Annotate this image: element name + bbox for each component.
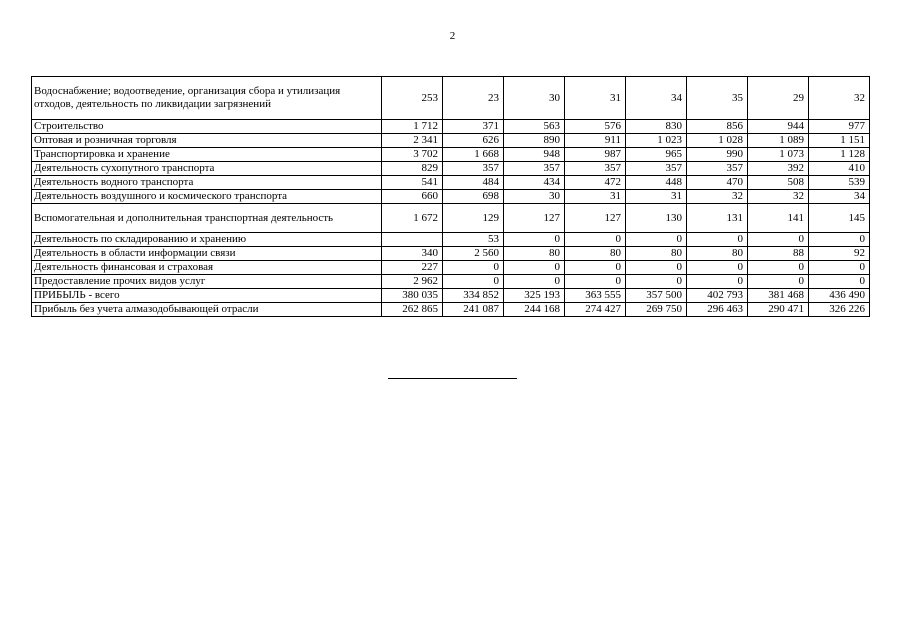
value-cell: 948 <box>504 148 565 162</box>
value-cell: 80 <box>504 247 565 261</box>
table-row <box>32 204 870 233</box>
value-cell: 274 427 <box>565 303 626 317</box>
value-cell: 241 087 <box>443 303 504 317</box>
table-row <box>32 261 870 275</box>
value-cell: 508 <box>748 176 809 190</box>
value-cell: 0 <box>565 261 626 275</box>
value-cell: 965 <box>626 148 687 162</box>
value-cell: 34 <box>809 190 870 204</box>
table-row <box>32 303 870 317</box>
row-label: Прибыль без учета алмазодобывающей отрасли <box>32 303 382 317</box>
value-cell: 0 <box>748 275 809 289</box>
value-cell: 326 226 <box>809 303 870 317</box>
value-cell: 53 <box>443 233 504 247</box>
value-cell: 0 <box>626 261 687 275</box>
value-cell: 1 028 <box>687 134 748 148</box>
value-cell: 131 <box>687 204 748 233</box>
value-cell: 0 <box>687 261 748 275</box>
value-cell: 253 <box>382 77 443 120</box>
value-cell: 0 <box>809 275 870 289</box>
row-label: Деятельность сухопутного транспорта <box>32 162 382 176</box>
value-cell: 31 <box>565 190 626 204</box>
table-row <box>32 148 870 162</box>
value-cell: 541 <box>382 176 443 190</box>
value-cell: 357 <box>565 162 626 176</box>
value-cell: 0 <box>687 233 748 247</box>
value-cell: 830 <box>626 120 687 134</box>
value-cell: 357 <box>504 162 565 176</box>
footnote-separator-line <box>388 378 517 379</box>
value-cell: 262 865 <box>382 303 443 317</box>
value-cell: 1 089 <box>748 134 809 148</box>
value-cell: 0 <box>443 275 504 289</box>
value-cell: 145 <box>809 204 870 233</box>
value-cell: 1 151 <box>809 134 870 148</box>
value-cell: 3 702 <box>382 148 443 162</box>
value-cell: 563 <box>504 120 565 134</box>
value-cell: 1 023 <box>626 134 687 148</box>
value-cell: 325 193 <box>504 289 565 303</box>
value-cell: 34 <box>626 77 687 120</box>
value-cell: 1 668 <box>443 148 504 162</box>
table-row <box>32 77 870 120</box>
row-label: Деятельность воздушного и космического транспорта <box>32 190 382 204</box>
value-cell: 30 <box>504 190 565 204</box>
value-cell: 0 <box>443 261 504 275</box>
value-cell: 434 <box>504 176 565 190</box>
value-cell: 371 <box>443 120 504 134</box>
table-body <box>32 77 870 317</box>
value-cell: 141 <box>748 204 809 233</box>
value-cell: 392 <box>748 162 809 176</box>
value-cell: 334 852 <box>443 289 504 303</box>
value-cell: 244 168 <box>504 303 565 317</box>
value-cell: 890 <box>504 134 565 148</box>
table-row <box>32 233 870 247</box>
row-label: Предоставление прочих видов услуг <box>32 275 382 289</box>
value-cell: 448 <box>626 176 687 190</box>
value-cell: 227 <box>382 261 443 275</box>
value-cell: 829 <box>382 162 443 176</box>
value-cell: 698 <box>443 190 504 204</box>
row-label: Оптовая и розничная торговля <box>32 134 382 148</box>
value-cell: 484 <box>443 176 504 190</box>
value-cell: 80 <box>626 247 687 261</box>
value-cell: 32 <box>687 190 748 204</box>
row-label: Деятельность в области информации связи <box>32 247 382 261</box>
value-cell: 856 <box>687 120 748 134</box>
value-cell: 0 <box>809 233 870 247</box>
row-label: Вспомогательная и дополнительная транспортная деятельность <box>32 204 382 233</box>
value-cell: 2 341 <box>382 134 443 148</box>
value-cell: 357 <box>443 162 504 176</box>
row-label: Деятельность по складированию и хранению <box>32 233 382 247</box>
value-cell: 0 <box>504 233 565 247</box>
value-cell: 1 073 <box>748 148 809 162</box>
value-cell: 80 <box>687 247 748 261</box>
row-label: ПРИБЫЛЬ - всего <box>32 289 382 303</box>
value-cell: 660 <box>382 190 443 204</box>
value-cell: 1 128 <box>809 148 870 162</box>
value-cell: 0 <box>809 261 870 275</box>
value-cell: 357 <box>626 162 687 176</box>
value-cell: 363 555 <box>565 289 626 303</box>
table-row <box>32 190 870 204</box>
row-label: Деятельность финансовая и страховая <box>32 261 382 275</box>
value-cell: 2 962 <box>382 275 443 289</box>
value-cell: 32 <box>809 77 870 120</box>
value-cell: 92 <box>809 247 870 261</box>
value-cell: 470 <box>687 176 748 190</box>
value-cell: 2 560 <box>443 247 504 261</box>
value-cell: 290 471 <box>748 303 809 317</box>
value-cell: 0 <box>687 275 748 289</box>
table-row <box>32 289 870 303</box>
value-cell: 0 <box>504 275 565 289</box>
value-cell: 0 <box>504 261 565 275</box>
value-cell: 911 <box>565 134 626 148</box>
table-row <box>32 247 870 261</box>
value-cell: 977 <box>809 120 870 134</box>
value-cell: 29 <box>748 77 809 120</box>
value-cell: 987 <box>565 148 626 162</box>
value-cell: 31 <box>565 77 626 120</box>
page-number: 2 <box>449 30 456 42</box>
value-cell: 436 490 <box>809 289 870 303</box>
value-cell: 539 <box>809 176 870 190</box>
value-cell: 357 500 <box>626 289 687 303</box>
value-cell: 990 <box>687 148 748 162</box>
row-label: Деятельность водного транспорта <box>32 176 382 190</box>
value-cell <box>382 233 443 247</box>
profit-table <box>31 76 870 317</box>
row-label: Транспортировка и хранение <box>32 148 382 162</box>
value-cell: 0 <box>626 233 687 247</box>
value-cell: 944 <box>748 120 809 134</box>
value-cell: 410 <box>809 162 870 176</box>
value-cell: 0 <box>748 261 809 275</box>
value-cell: 472 <box>565 176 626 190</box>
value-cell: 1 672 <box>382 204 443 233</box>
table-row <box>32 176 870 190</box>
value-cell: 88 <box>748 247 809 261</box>
value-cell: 31 <box>626 190 687 204</box>
value-cell: 80 <box>565 247 626 261</box>
table-row <box>32 162 870 176</box>
value-cell: 127 <box>565 204 626 233</box>
value-cell: 0 <box>626 275 687 289</box>
value-cell: 402 793 <box>687 289 748 303</box>
value-cell: 626 <box>443 134 504 148</box>
value-cell: 380 035 <box>382 289 443 303</box>
value-cell: 32 <box>748 190 809 204</box>
value-cell: 381 468 <box>748 289 809 303</box>
value-cell: 129 <box>443 204 504 233</box>
table-row <box>32 120 870 134</box>
value-cell: 0 <box>565 233 626 247</box>
value-cell: 127 <box>504 204 565 233</box>
value-cell: 340 <box>382 247 443 261</box>
value-cell: 296 463 <box>687 303 748 317</box>
value-cell: 357 <box>687 162 748 176</box>
value-cell: 1 712 <box>382 120 443 134</box>
table-row <box>32 134 870 148</box>
value-cell: 576 <box>565 120 626 134</box>
value-cell: 0 <box>748 233 809 247</box>
row-label: Строительство <box>32 120 382 134</box>
row-label: Водоснабжение; водоотведение, организация сбора и утилизация отходов, деятельность по ликвидации загрязнений <box>32 77 382 120</box>
value-cell: 35 <box>687 77 748 120</box>
value-cell: 0 <box>565 275 626 289</box>
value-cell: 30 <box>504 77 565 120</box>
table-row <box>32 275 870 289</box>
value-cell: 269 750 <box>626 303 687 317</box>
value-cell: 130 <box>626 204 687 233</box>
value-cell: 23 <box>443 77 504 120</box>
